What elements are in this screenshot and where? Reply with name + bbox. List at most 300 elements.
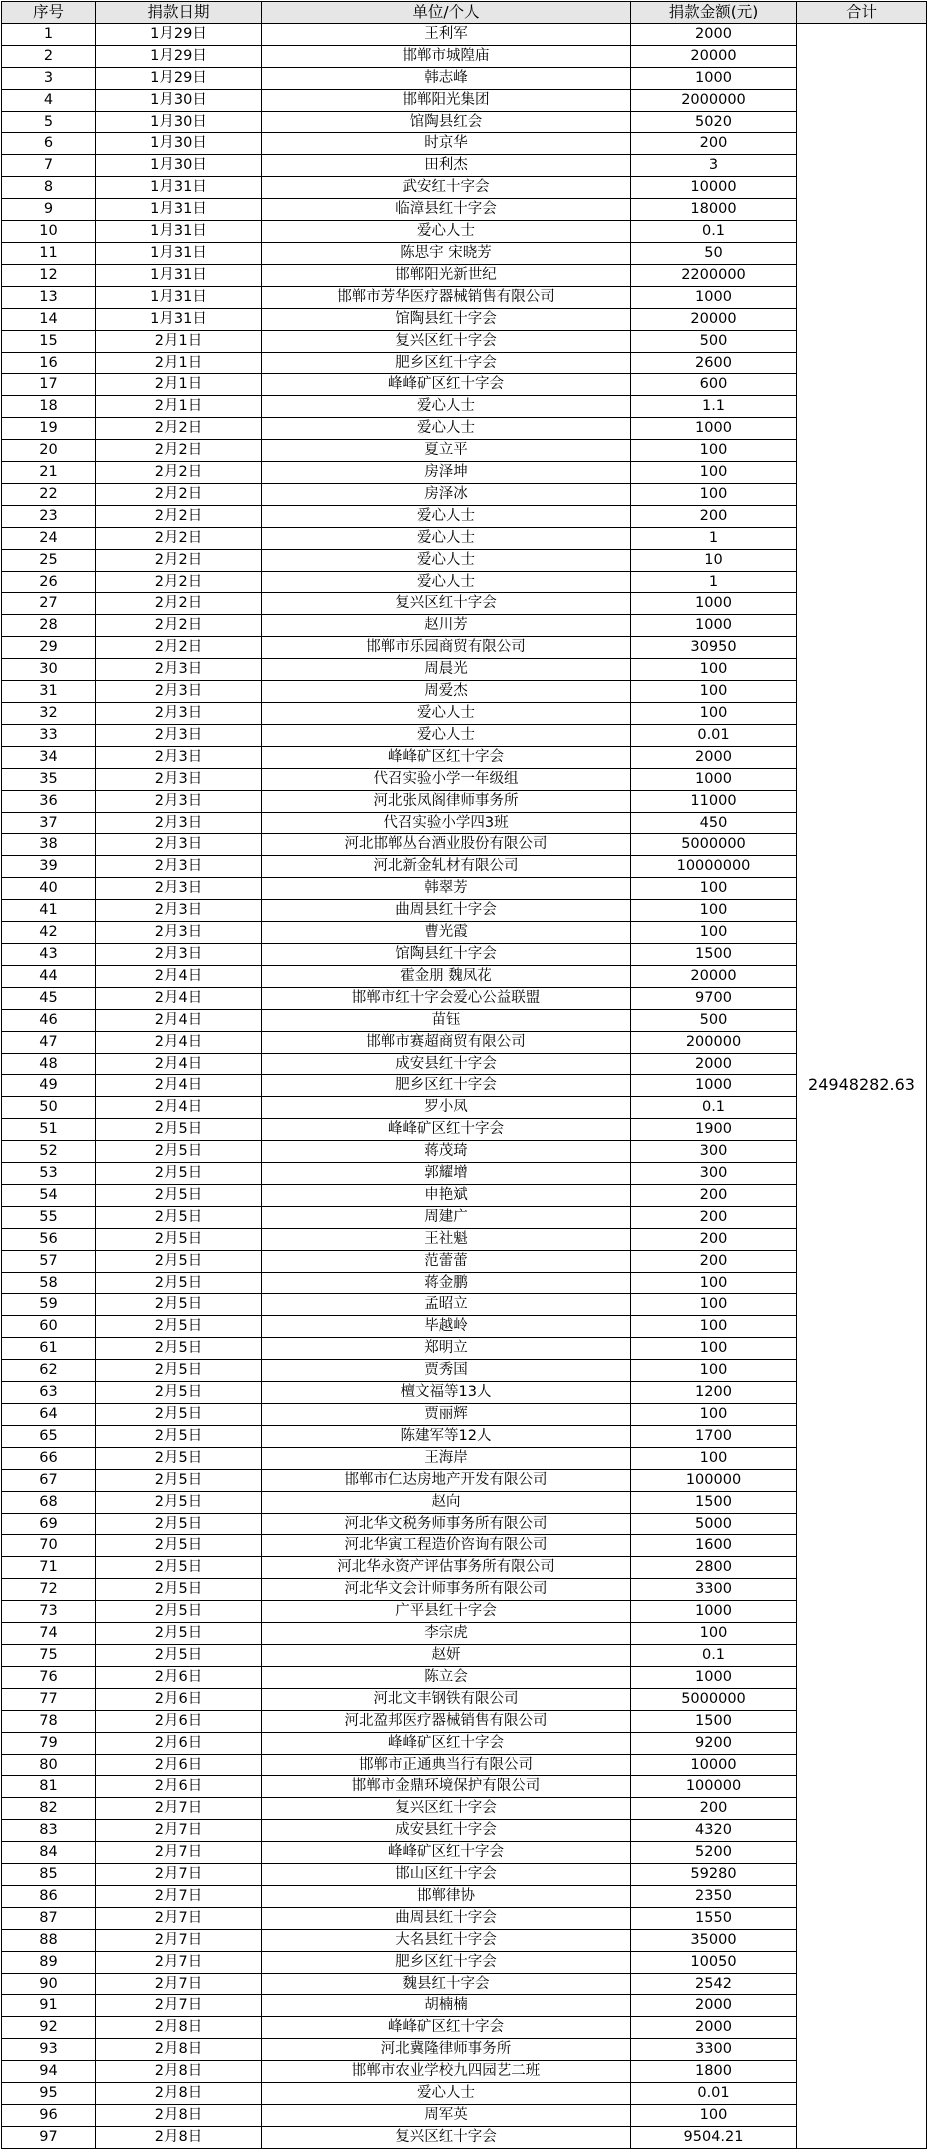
- index-cell: 38: [2, 834, 96, 856]
- index-cell: 62: [2, 1360, 96, 1382]
- donor-cell: 夏立平: [262, 440, 631, 462]
- date-cell: 2月7日: [96, 1973, 262, 1995]
- date-cell: 2月6日: [96, 1688, 262, 1710]
- index-cell: 33: [2, 724, 96, 746]
- amount-cell: 2000: [631, 746, 797, 768]
- donor-cell: 赵川芳: [262, 615, 631, 637]
- index-cell: 19: [2, 418, 96, 440]
- table-row: [2, 943, 927, 965]
- table-row: [2, 746, 927, 768]
- index-cell: 23: [2, 505, 96, 527]
- amount-cell: 1200: [631, 1382, 797, 1404]
- amount-cell: 1000: [631, 286, 797, 308]
- date-cell: 2月5日: [96, 1228, 262, 1250]
- donor-cell: 复兴区红十字会: [262, 330, 631, 352]
- date-cell: 2月8日: [96, 2039, 262, 2061]
- amount-cell: 2000: [631, 23, 797, 45]
- index-cell: 34: [2, 746, 96, 768]
- table-row: [2, 1272, 927, 1294]
- amount-cell: 0.1: [631, 1644, 797, 1666]
- index-cell: 57: [2, 1250, 96, 1272]
- donor-cell: 馆陶县红会: [262, 111, 631, 133]
- table-row: [2, 45, 927, 67]
- donor-cell: 邯郸市农业学校九四园艺二班: [262, 2061, 631, 2083]
- index-cell: 93: [2, 2039, 96, 2061]
- date-cell: 2月5日: [96, 1163, 262, 1185]
- amount-cell: 300: [631, 1163, 797, 1185]
- amount-cell: 1000: [631, 1601, 797, 1623]
- donor-cell: 范蕾蕾: [262, 1250, 631, 1272]
- donor-cell: 爱心人士: [262, 505, 631, 527]
- table-row: [2, 593, 927, 615]
- date-cell: 2月7日: [96, 1951, 262, 1973]
- donor-cell: 馆陶县红十字会: [262, 943, 631, 965]
- table-row: [2, 1316, 927, 1338]
- index-cell: 73: [2, 1601, 96, 1623]
- index-cell: 63: [2, 1382, 96, 1404]
- date-cell: 2月2日: [96, 571, 262, 593]
- date-cell: 1月31日: [96, 286, 262, 308]
- donor-cell: 峰峰矿区红十字会: [262, 2017, 631, 2039]
- table-row: [2, 330, 927, 352]
- index-cell: 85: [2, 1864, 96, 1886]
- table-row: [2, 1075, 927, 1097]
- amount-cell: 100: [631, 922, 797, 944]
- table-row: [2, 1206, 927, 1228]
- table-row: [2, 155, 927, 177]
- index-cell: 92: [2, 2017, 96, 2039]
- date-cell: 2月5日: [96, 1601, 262, 1623]
- index-cell: 97: [2, 2126, 96, 2148]
- amount-cell: 200: [631, 505, 797, 527]
- date-cell: 2月5日: [96, 1513, 262, 1535]
- donor-cell: 曹光霞: [262, 922, 631, 944]
- date-cell: 2月8日: [96, 2061, 262, 2083]
- amount-cell: 1000: [631, 1075, 797, 1097]
- amount-cell: 100: [631, 900, 797, 922]
- date-cell: 1月31日: [96, 221, 262, 243]
- amount-cell: 2000: [631, 1053, 797, 1075]
- donor-cell: 周晨光: [262, 659, 631, 681]
- amount-cell: 0.1: [631, 221, 797, 243]
- table-row: [2, 900, 927, 922]
- index-cell: 10: [2, 221, 96, 243]
- donor-cell: 赵向: [262, 1491, 631, 1513]
- table-row: [2, 1842, 927, 1864]
- date-cell: 2月5日: [96, 1557, 262, 1579]
- index-cell: 8: [2, 177, 96, 199]
- index-cell: 70: [2, 1535, 96, 1557]
- donor-cell: 邯郸阳光集团: [262, 89, 631, 111]
- date-cell: 2月6日: [96, 1732, 262, 1754]
- date-cell: 2月4日: [96, 1009, 262, 1031]
- index-cell: 86: [2, 1885, 96, 1907]
- date-cell: 2月8日: [96, 2083, 262, 2105]
- amount-cell: 2000000: [631, 89, 797, 111]
- date-cell: 2月3日: [96, 878, 262, 900]
- table-row: [2, 67, 927, 89]
- index-cell: 27: [2, 593, 96, 615]
- table-row: [2, 1404, 927, 1426]
- index-cell: 60: [2, 1316, 96, 1338]
- table-row: [2, 2083, 927, 2105]
- table-row: [2, 1184, 927, 1206]
- date-cell: 2月2日: [96, 549, 262, 571]
- table-row: [2, 308, 927, 330]
- table-row: [2, 615, 927, 637]
- index-cell: 7: [2, 155, 96, 177]
- amount-cell: 18000: [631, 199, 797, 221]
- donor-cell: 邯郸市正通典当行有限公司: [262, 1754, 631, 1776]
- index-cell: 75: [2, 1644, 96, 1666]
- index-cell: 82: [2, 1798, 96, 1820]
- index-cell: 36: [2, 790, 96, 812]
- donor-cell: 爱心人士: [262, 571, 631, 593]
- table-row: [2, 922, 927, 944]
- table-row: [2, 177, 927, 199]
- amount-cell: 2542: [631, 1973, 797, 1995]
- amount-cell: 100: [631, 462, 797, 484]
- table-row: [2, 1535, 927, 1557]
- amount-cell: 9700: [631, 987, 797, 1009]
- date-cell: 2月4日: [96, 1075, 262, 1097]
- table-row: [2, 1557, 927, 1579]
- table-row: [2, 1009, 927, 1031]
- donor-cell: 房泽冰: [262, 483, 631, 505]
- date-cell: 1月31日: [96, 242, 262, 264]
- table-row: [2, 1338, 927, 1360]
- table-row: [2, 1973, 927, 1995]
- table-row: [2, 659, 927, 681]
- index-cell: 64: [2, 1404, 96, 1426]
- table-row: [2, 681, 927, 703]
- index-cell: 48: [2, 1053, 96, 1075]
- table-row: [2, 1119, 927, 1141]
- donor-cell: 爱心人士: [262, 418, 631, 440]
- table-row: [2, 1688, 927, 1710]
- index-cell: 31: [2, 681, 96, 703]
- table-row: [2, 724, 927, 746]
- amount-cell: 1600: [631, 1535, 797, 1557]
- date-cell: 2月3日: [96, 790, 262, 812]
- index-cell: 59: [2, 1294, 96, 1316]
- index-cell: 5: [2, 111, 96, 133]
- table-row: [2, 1907, 927, 1929]
- date-cell: 2月5日: [96, 1469, 262, 1491]
- table-row: [2, 133, 927, 155]
- amount-cell: 0.01: [631, 2083, 797, 2105]
- amount-cell: 1000: [631, 418, 797, 440]
- date-cell: 2月5日: [96, 1184, 262, 1206]
- table-row: [2, 483, 927, 505]
- amount-cell: 1550: [631, 1907, 797, 1929]
- donor-cell: 韩翠芳: [262, 878, 631, 900]
- date-cell: 1月29日: [96, 23, 262, 45]
- donor-cell: 邯郸市城隍庙: [262, 45, 631, 67]
- donor-cell: 峰峰矿区红十字会: [262, 1119, 631, 1141]
- amount-cell: 2200000: [631, 264, 797, 286]
- donor-cell: 郑明立: [262, 1338, 631, 1360]
- date-cell: 2月7日: [96, 1995, 262, 2017]
- donor-cell: 邯郸市芳华医疗器械销售有限公司: [262, 286, 631, 308]
- index-cell: 91: [2, 1995, 96, 2017]
- table-row: [2, 2126, 927, 2148]
- date-cell: 2月8日: [96, 2105, 262, 2127]
- table-row: [2, 703, 927, 725]
- table-row: [2, 1995, 927, 2017]
- table-row: [2, 396, 927, 418]
- table-row: [2, 286, 927, 308]
- table-row: [2, 571, 927, 593]
- amount-cell: 300: [631, 1141, 797, 1163]
- table-row: [2, 527, 927, 549]
- amount-cell: 1000: [631, 593, 797, 615]
- header-total: 合计: [797, 2, 927, 24]
- index-cell: 47: [2, 1031, 96, 1053]
- donor-cell: 大名县红十字会: [262, 1929, 631, 1951]
- index-cell: 6: [2, 133, 96, 155]
- date-cell: 2月3日: [96, 834, 262, 856]
- amount-cell: 1000: [631, 615, 797, 637]
- amount-cell: 500: [631, 1009, 797, 1031]
- amount-cell: 1: [631, 571, 797, 593]
- amount-cell: 100: [631, 1623, 797, 1645]
- amount-cell: 1500: [631, 1491, 797, 1513]
- index-cell: 26: [2, 571, 96, 593]
- date-cell: 2月5日: [96, 1623, 262, 1645]
- donor-cell: 爱心人士: [262, 527, 631, 549]
- donor-cell: 王海岸: [262, 1447, 631, 1469]
- index-cell: 42: [2, 922, 96, 944]
- amount-cell: 20000: [631, 45, 797, 67]
- index-cell: 11: [2, 242, 96, 264]
- donor-cell: 复兴区红十字会: [262, 2126, 631, 2148]
- index-cell: 18: [2, 396, 96, 418]
- donor-cell: 邯郸律协: [262, 1885, 631, 1907]
- amount-cell: 600: [631, 374, 797, 396]
- donor-cell: 峰峰矿区红十字会: [262, 1732, 631, 1754]
- amount-cell: 50: [631, 242, 797, 264]
- table-row: [2, 221, 927, 243]
- table-row: [2, 1776, 927, 1798]
- amount-cell: 20000: [631, 965, 797, 987]
- date-cell: 2月6日: [96, 1710, 262, 1732]
- donor-cell: 爱心人士: [262, 724, 631, 746]
- donor-cell: 孟昭立: [262, 1294, 631, 1316]
- table-row: [2, 2105, 927, 2127]
- donor-cell: 峰峰矿区红十字会: [262, 1842, 631, 1864]
- donor-cell: 河北冀隆律师事务所: [262, 2039, 631, 2061]
- table-row: [2, 462, 927, 484]
- amount-cell: 2350: [631, 1885, 797, 1907]
- index-cell: 29: [2, 637, 96, 659]
- index-cell: 83: [2, 1820, 96, 1842]
- donation-table: [1, 1, 927, 2149]
- table-row: [2, 1798, 927, 1820]
- amount-cell: 200: [631, 1228, 797, 1250]
- index-cell: 44: [2, 965, 96, 987]
- amount-cell: 20000: [631, 308, 797, 330]
- index-cell: 90: [2, 1973, 96, 1995]
- amount-cell: 3300: [631, 1579, 797, 1601]
- table-row: [2, 1929, 927, 1951]
- amount-cell: 1: [631, 527, 797, 549]
- date-cell: 2月6日: [96, 1666, 262, 1688]
- index-cell: 43: [2, 943, 96, 965]
- donor-cell: 邯郸市赛超商贸有限公司: [262, 1031, 631, 1053]
- date-cell: 2月5日: [96, 1535, 262, 1557]
- donor-cell: 广平县红十字会: [262, 1601, 631, 1623]
- table-row: [2, 1601, 927, 1623]
- donor-cell: 邯山区红十字会: [262, 1864, 631, 1886]
- table-row: [2, 1951, 927, 1973]
- date-cell: 2月4日: [96, 1097, 262, 1119]
- header-index: 序号: [2, 2, 96, 24]
- date-cell: 2月2日: [96, 615, 262, 637]
- amount-cell: 5000000: [631, 834, 797, 856]
- table-row: [2, 352, 927, 374]
- amount-cell: 1000: [631, 67, 797, 89]
- table-row: [2, 1294, 927, 1316]
- donor-cell: 周军英: [262, 2105, 631, 2127]
- date-cell: 2月1日: [96, 396, 262, 418]
- amount-cell: 9200: [631, 1732, 797, 1754]
- amount-cell: 500: [631, 330, 797, 352]
- amount-cell: 450: [631, 812, 797, 834]
- index-cell: 46: [2, 1009, 96, 1031]
- index-cell: 2: [2, 45, 96, 67]
- donor-cell: 贾秀国: [262, 1360, 631, 1382]
- table-row: [2, 1469, 927, 1491]
- date-cell: 1月30日: [96, 111, 262, 133]
- date-cell: 2月3日: [96, 681, 262, 703]
- index-cell: 4: [2, 89, 96, 111]
- table-row: [2, 1031, 927, 1053]
- table-row: [2, 1864, 927, 1886]
- date-cell: 2月3日: [96, 768, 262, 790]
- donor-cell: 胡楠楠: [262, 1995, 631, 2017]
- date-cell: 2月1日: [96, 330, 262, 352]
- grand-total-cell: 24948282.63: [797, 23, 927, 2148]
- index-cell: 16: [2, 352, 96, 374]
- donor-cell: 成安县红十字会: [262, 1053, 631, 1075]
- amount-cell: 1500: [631, 1710, 797, 1732]
- table-row: [2, 965, 927, 987]
- amount-cell: 100: [631, 659, 797, 681]
- donor-cell: 河北张凤阁律师事务所: [262, 790, 631, 812]
- date-cell: 2月2日: [96, 637, 262, 659]
- donor-cell: 赵妍: [262, 1644, 631, 1666]
- amount-cell: 200: [631, 133, 797, 155]
- index-cell: 45: [2, 987, 96, 1009]
- date-cell: 2月5日: [96, 1447, 262, 1469]
- table-row: [2, 1163, 927, 1185]
- donor-cell: 毕越岭: [262, 1316, 631, 1338]
- amount-cell: 5000000: [631, 1688, 797, 1710]
- table-row: [2, 1820, 927, 1842]
- amount-cell: 1900: [631, 1119, 797, 1141]
- table-row: [2, 1228, 927, 1250]
- date-cell: 1月30日: [96, 89, 262, 111]
- table-row: [2, 1732, 927, 1754]
- date-cell: 2月4日: [96, 987, 262, 1009]
- date-cell: 2月7日: [96, 1842, 262, 1864]
- donor-cell: 爱心人士: [262, 396, 631, 418]
- index-cell: 25: [2, 549, 96, 571]
- date-cell: 2月4日: [96, 1053, 262, 1075]
- index-cell: 71: [2, 1557, 96, 1579]
- table-row: [2, 1579, 927, 1601]
- donor-cell: 爱心人士: [262, 703, 631, 725]
- table-row: [2, 1382, 927, 1404]
- amount-cell: 1000: [631, 1666, 797, 1688]
- amount-cell: 1000: [631, 768, 797, 790]
- table-row: [2, 111, 927, 133]
- date-cell: 2月5日: [96, 1141, 262, 1163]
- header-donor: 单位/个人: [262, 2, 631, 24]
- index-cell: 78: [2, 1710, 96, 1732]
- table-row: [2, 1666, 927, 1688]
- date-cell: 2月7日: [96, 1929, 262, 1951]
- index-cell: 95: [2, 2083, 96, 2105]
- amount-cell: 30950: [631, 637, 797, 659]
- donor-cell: 复兴区红十字会: [262, 593, 631, 615]
- date-cell: 2月3日: [96, 900, 262, 922]
- donor-cell: 霍金朋 魏凤花: [262, 965, 631, 987]
- date-cell: 2月2日: [96, 527, 262, 549]
- amount-cell: 100000: [631, 1469, 797, 1491]
- date-cell: 2月3日: [96, 812, 262, 834]
- header-row: [2, 2, 927, 24]
- index-cell: 12: [2, 264, 96, 286]
- date-cell: 2月5日: [96, 1579, 262, 1601]
- table-row: [2, 199, 927, 221]
- amount-cell: 5020: [631, 111, 797, 133]
- index-cell: 94: [2, 2061, 96, 2083]
- index-cell: 76: [2, 1666, 96, 1688]
- index-cell: 22: [2, 483, 96, 505]
- index-cell: 89: [2, 1951, 96, 1973]
- index-cell: 39: [2, 856, 96, 878]
- donor-cell: 申艳斌: [262, 1184, 631, 1206]
- table-row: [2, 768, 927, 790]
- index-cell: 15: [2, 330, 96, 352]
- date-cell: 2月6日: [96, 1776, 262, 1798]
- donor-cell: 苗钰: [262, 1009, 631, 1031]
- table-row: [2, 790, 927, 812]
- amount-cell: 200: [631, 1184, 797, 1206]
- table-row: [2, 2039, 927, 2061]
- donor-cell: 河北文丰钢铁有限公司: [262, 1688, 631, 1710]
- donor-cell: 韩志峰: [262, 67, 631, 89]
- donor-cell: 邯郸市仁达房地产开发有限公司: [262, 1469, 631, 1491]
- table-row: [2, 1513, 927, 1535]
- index-cell: 65: [2, 1425, 96, 1447]
- amount-cell: 1.1: [631, 396, 797, 418]
- donor-cell: 爱心人士: [262, 221, 631, 243]
- date-cell: 2月8日: [96, 2126, 262, 2148]
- index-cell: 37: [2, 812, 96, 834]
- amount-cell: 100: [631, 1272, 797, 1294]
- index-cell: 80: [2, 1754, 96, 1776]
- date-cell: 2月8日: [96, 2017, 262, 2039]
- amount-cell: 10050: [631, 1951, 797, 1973]
- amount-cell: 2800: [631, 1557, 797, 1579]
- index-cell: 28: [2, 615, 96, 637]
- date-cell: 2月1日: [96, 352, 262, 374]
- donor-cell: 王社魁: [262, 1228, 631, 1250]
- table-row: [2, 1754, 927, 1776]
